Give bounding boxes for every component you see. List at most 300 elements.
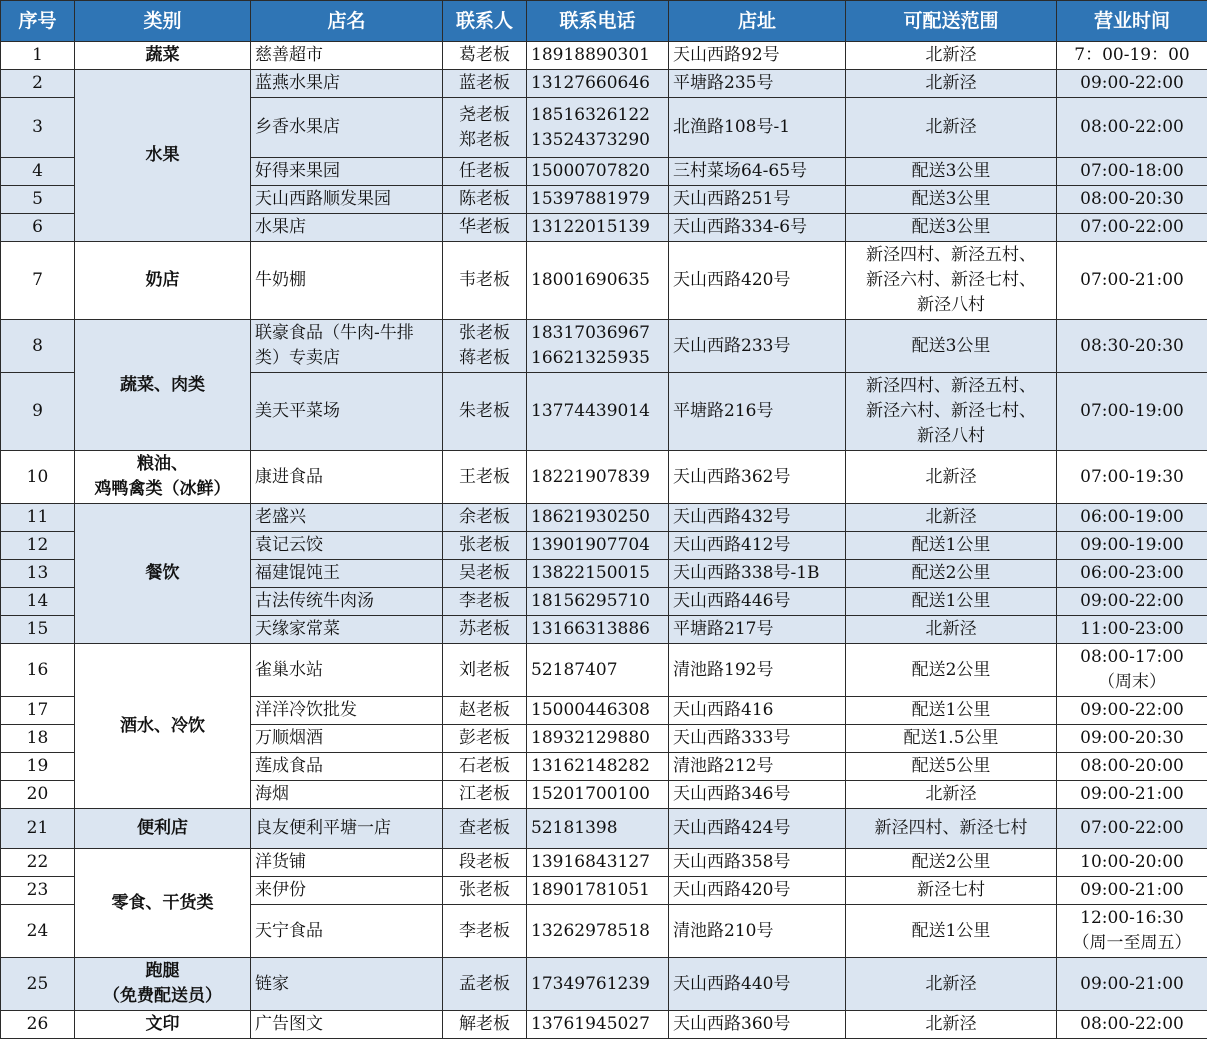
address-cell: 天山西路420号: [669, 242, 846, 320]
address-cell: 三村菜场64-65号: [669, 158, 846, 186]
contact-name: 任老板: [447, 159, 522, 184]
range-text: 配送5公里: [850, 754, 1052, 779]
range-text: 配送1公里: [850, 589, 1052, 614]
shop-name: 康进食品: [251, 451, 443, 504]
contact-cell: [443, 70, 527, 98]
hours-cell: [1057, 320, 1207, 373]
address-cell: 天山西路412号: [669, 532, 846, 560]
header-shop-name: 店名: [251, 1, 443, 42]
row-no: 11: [1, 504, 75, 532]
category-cell: 酒水、冷饮: [75, 644, 251, 809]
address-cell: 清池路192号: [669, 644, 846, 697]
address-cell: 天山西路446号: [669, 588, 846, 616]
hours-text: 09:00-22:00: [1061, 71, 1203, 96]
range-cell: [846, 70, 1057, 98]
row-no: 6: [1, 214, 75, 242]
phone-number: 13162148282: [531, 754, 664, 779]
phone-number: 13127660646: [531, 71, 664, 96]
range-text: 北新泾: [850, 505, 1052, 530]
range-text: 北新泾: [850, 782, 1052, 807]
contact-name: 查老板: [447, 816, 522, 841]
contact-name: 尧老板: [447, 103, 522, 128]
category-cell: 蔬菜、肉类: [75, 320, 251, 451]
phone-number: 13774439014: [531, 399, 664, 424]
contact-cell: [443, 697, 527, 725]
shop-name: 天山西路顺发果园: [251, 186, 443, 214]
address-cell: 天山西路362号: [669, 451, 846, 504]
hours-text: 06:00-23:00: [1061, 561, 1203, 586]
address-cell: 天山西路334-6号: [669, 214, 846, 242]
hours-text: 09:00-21:00: [1061, 782, 1203, 807]
phone-cell: [527, 849, 669, 877]
address-cell: 天山西路346号: [669, 781, 846, 809]
shop-name: 福建馄饨王: [251, 560, 443, 588]
range-cell: [846, 616, 1057, 644]
row-no: 1: [1, 42, 75, 70]
category-line: （免费配送员）: [79, 984, 246, 1009]
address-cell: 天山西路358号: [669, 849, 846, 877]
contact-cell: [443, 186, 527, 214]
phone-cell: [527, 214, 669, 242]
range-text: 配送1公里: [850, 919, 1052, 944]
row-no: 12: [1, 532, 75, 560]
shop-name: 水果店: [251, 214, 443, 242]
contact-cell: [443, 588, 527, 616]
header-category: 类别: [75, 1, 251, 42]
row-no: 16: [1, 644, 75, 697]
range-text: 北新泾: [850, 43, 1052, 68]
contact-cell: [443, 905, 527, 958]
range-text: 配送3公里: [850, 159, 1052, 184]
phone-number: 18932129880: [531, 726, 664, 751]
hours-cell: [1057, 560, 1207, 588]
contact-name: 郑老板: [447, 128, 522, 153]
hours-text: 12:00-16:30: [1061, 906, 1203, 931]
phone-number: 13822150015: [531, 561, 664, 586]
contact-name: 华老板: [447, 215, 522, 240]
range-cell: [846, 214, 1057, 242]
hours-cell: [1057, 849, 1207, 877]
range-text: 北新泾: [850, 115, 1052, 140]
category-cell: 零食、干货类: [75, 849, 251, 958]
contact-cell: [443, 532, 527, 560]
header-row: [1, 1, 1207, 42]
range-cell: [846, 697, 1057, 725]
contact-name: 李老板: [447, 919, 522, 944]
row-no: 25: [1, 958, 75, 1011]
hours-text: 07:00-22:00: [1061, 215, 1203, 240]
shop-name: 广告图文: [251, 1011, 443, 1039]
phone-number: 13761945027: [531, 1012, 664, 1037]
header-no: 序号: [1, 1, 75, 42]
row-no: 19: [1, 753, 75, 781]
shop-name: 洋洋冷饮批发: [251, 697, 443, 725]
hours-cell: [1057, 242, 1207, 320]
range-text: 新泾四村、新泾七村: [850, 816, 1052, 841]
hours-text: 09:00-22:00: [1061, 698, 1203, 723]
row-no: 2: [1, 70, 75, 98]
shop-name: 联豪食品（牛肉-牛排类）专卖店: [251, 320, 443, 373]
row-no: 7: [1, 242, 75, 320]
hours-cell: [1057, 588, 1207, 616]
phone-number: 13524373290: [531, 128, 664, 153]
header-address: 店址: [669, 1, 846, 42]
table-row: [1, 644, 1207, 697]
hours-cell: [1057, 905, 1207, 958]
contact-name: 刘老板: [447, 658, 522, 683]
hours-text: 08:30-20:30: [1061, 334, 1203, 359]
range-cell: [846, 504, 1057, 532]
header-hours: 营业时间: [1057, 1, 1207, 42]
range-text: 北新泾: [850, 972, 1052, 997]
category-cell: 水果: [75, 70, 251, 242]
range-text: 配送3公里: [850, 334, 1052, 359]
range-text: 新泾四村、新泾五村、: [850, 243, 1052, 268]
contact-name: 张老板: [447, 878, 522, 903]
hours-cell: [1057, 616, 1207, 644]
range-cell: [846, 1011, 1057, 1039]
table-row: [1, 320, 1207, 373]
contact-name: 段老板: [447, 850, 522, 875]
hours-cell: [1057, 186, 1207, 214]
hours-text: 09:00-19:00: [1061, 533, 1203, 558]
phone-number: 13262978518: [531, 919, 664, 944]
address-cell: 北渔路108号-1: [669, 98, 846, 158]
address-cell: 平塘路235号: [669, 70, 846, 98]
category-cell: 餐饮: [75, 504, 251, 644]
range-cell: [846, 186, 1057, 214]
range-text: 配送1.5公里: [850, 726, 1052, 751]
hours-text: 07:00-21:00: [1061, 268, 1203, 293]
table-row: [1, 70, 1207, 98]
phone-number: 18156295710: [531, 589, 664, 614]
phone-cell: [527, 725, 669, 753]
address-cell: 天山西路440号: [669, 958, 846, 1011]
table-row: [1, 451, 1207, 504]
category-cell: [75, 451, 251, 504]
phone-cell: [527, 781, 669, 809]
phone-number: 17349761239: [531, 972, 664, 997]
contact-cell: [443, 214, 527, 242]
contact-name: 张老板: [447, 321, 522, 346]
address-cell: 平塘路216号: [669, 373, 846, 451]
shop-name: 良友便利平塘一店: [251, 809, 443, 849]
phone-cell: [527, 588, 669, 616]
phone-cell: [527, 451, 669, 504]
hours-text: 09:00-21:00: [1061, 878, 1203, 903]
range-cell: [846, 242, 1057, 320]
contact-name: 孟老板: [447, 972, 522, 997]
shop-name: 牛奶棚: [251, 242, 443, 320]
phone-number: 13901907704: [531, 533, 664, 558]
row-no: 5: [1, 186, 75, 214]
header-phone: 联系电话: [527, 1, 669, 42]
range-cell: [846, 158, 1057, 186]
hours-text: 10:00-20:00: [1061, 850, 1203, 875]
range-cell: [846, 958, 1057, 1011]
contact-cell: [443, 616, 527, 644]
phone-number: 18901781051: [531, 878, 664, 903]
category-line: 跑腿: [79, 959, 246, 984]
hours-cell: [1057, 958, 1207, 1011]
phone-number: 13122015139: [531, 215, 664, 240]
range-text: 新泾八村: [850, 424, 1052, 449]
address-cell: 天山西路416: [669, 697, 846, 725]
phone-cell: [527, 697, 669, 725]
phone-cell: [527, 532, 669, 560]
hours-text: 07:00-18:00: [1061, 159, 1203, 184]
hours-cell: [1057, 644, 1207, 697]
phone-cell: [527, 905, 669, 958]
phone-cell: [527, 616, 669, 644]
contact-name: 解老板: [447, 1012, 522, 1037]
hours-cell: [1057, 781, 1207, 809]
contact-cell: [443, 849, 527, 877]
category-cell: 便利店: [75, 809, 251, 849]
phone-number: 52181398: [531, 816, 664, 841]
shop-name: 雀巢水站: [251, 644, 443, 697]
phone-cell: [527, 98, 669, 158]
range-cell: [846, 877, 1057, 905]
shop-name: 天宁食品: [251, 905, 443, 958]
shop-name: 来伊份: [251, 877, 443, 905]
shop-name: 慈善超市: [251, 42, 443, 70]
address-cell: 天山西路432号: [669, 504, 846, 532]
shop-name: 古法传统牛肉汤: [251, 588, 443, 616]
contact-cell: [443, 781, 527, 809]
table-row: [1, 849, 1207, 877]
contact-name: 赵老板: [447, 698, 522, 723]
phone-cell: [527, 753, 669, 781]
category-line: 粮油、: [79, 452, 246, 477]
phone-number: 15000707820: [531, 159, 664, 184]
hours-text: 08:00-20:00: [1061, 754, 1203, 779]
shop-name: 美天平菜场: [251, 373, 443, 451]
contact-cell: [443, 504, 527, 532]
hours-note: （周一至周五）: [1061, 931, 1203, 956]
shop-name: 天缘家常菜: [251, 616, 443, 644]
range-cell: [846, 451, 1057, 504]
phone-cell: [527, 1011, 669, 1039]
row-no: 15: [1, 616, 75, 644]
contact-cell: [443, 877, 527, 905]
phone-cell: [527, 42, 669, 70]
shop-name: 万顺烟酒: [251, 725, 443, 753]
address-cell: 天山西路424号: [669, 809, 846, 849]
contact-cell: [443, 1011, 527, 1039]
range-text: 配送3公里: [850, 215, 1052, 240]
hours-cell: [1057, 697, 1207, 725]
hours-text: 08:00-17:00: [1061, 645, 1203, 670]
range-cell: [846, 42, 1057, 70]
row-no: 26: [1, 1011, 75, 1039]
hours-text: 7：00-19：00: [1061, 43, 1203, 68]
address-cell: 天山西路333号: [669, 725, 846, 753]
contact-cell: [443, 158, 527, 186]
hours-text: 07:00-19:30: [1061, 465, 1203, 490]
contact-cell: [443, 242, 527, 320]
contact-name: 李老板: [447, 589, 522, 614]
phone-number: 52187407: [531, 658, 664, 683]
phone-cell: [527, 644, 669, 697]
phone-number: 18621930250: [531, 505, 664, 530]
phone-cell: [527, 877, 669, 905]
hours-text: 07:00-19:00: [1061, 399, 1203, 424]
phone-number: 16621325935: [531, 346, 664, 371]
row-no: 21: [1, 809, 75, 849]
phone-cell: [527, 373, 669, 451]
range-text: 新泾六村、新泾七村、: [850, 399, 1052, 424]
hours-cell: [1057, 158, 1207, 186]
address-cell: 天山西路233号: [669, 320, 846, 373]
range-cell: [846, 588, 1057, 616]
hours-cell: [1057, 451, 1207, 504]
contact-name: 韦老板: [447, 268, 522, 293]
range-text: 新泾四村、新泾五村、: [850, 374, 1052, 399]
phone-number: 18317036967: [531, 321, 664, 346]
row-no: 9: [1, 373, 75, 451]
contact-cell: [443, 98, 527, 158]
address-cell: 天山西路360号: [669, 1011, 846, 1039]
contact-cell: [443, 42, 527, 70]
table-row: [1, 1011, 1207, 1039]
row-no: 4: [1, 158, 75, 186]
address-cell: 天山西路92号: [669, 42, 846, 70]
header-contact: 联系人: [443, 1, 527, 42]
shop-name: 洋货铺: [251, 849, 443, 877]
category-cell: [75, 958, 251, 1011]
phone-number: 15000446308: [531, 698, 664, 723]
row-no: 24: [1, 905, 75, 958]
hours-text: 09:00-21:00: [1061, 972, 1203, 997]
phone-number: 18221907839: [531, 465, 664, 490]
hours-text: 09:00-22:00: [1061, 589, 1203, 614]
range-cell: [846, 809, 1057, 849]
contact-cell: [443, 725, 527, 753]
contact-cell: [443, 753, 527, 781]
hours-text: 08:00-22:00: [1061, 115, 1203, 140]
contact-name: 苏老板: [447, 617, 522, 642]
phone-cell: [527, 809, 669, 849]
range-text: 配送2公里: [850, 561, 1052, 586]
shop-name: 链家: [251, 958, 443, 1011]
row-no: 17: [1, 697, 75, 725]
range-text: 北新泾: [850, 71, 1052, 96]
hours-text: 11:00-23:00: [1061, 617, 1203, 642]
category-line: 鸡鸭禽类（冰鲜）: [79, 477, 246, 502]
hours-cell: [1057, 70, 1207, 98]
row-no: 14: [1, 588, 75, 616]
category-cell: 奶店: [75, 242, 251, 320]
phone-number: 13916843127: [531, 850, 664, 875]
row-no: 13: [1, 560, 75, 588]
range-cell: [846, 320, 1057, 373]
contact-name: 石老板: [447, 754, 522, 779]
contact-cell: [443, 644, 527, 697]
shop-name: 老盛兴: [251, 504, 443, 532]
category-cell: 蔬菜: [75, 42, 251, 70]
address-cell: 天山西路338号-1B: [669, 560, 846, 588]
table-row: [1, 42, 1207, 70]
contact-name: 吴老板: [447, 561, 522, 586]
shop-name: 袁记云饺: [251, 532, 443, 560]
hours-cell: [1057, 877, 1207, 905]
phone-number: 15397881979: [531, 187, 664, 212]
address-cell: 清池路210号: [669, 905, 846, 958]
phone-number: 15201700100: [531, 782, 664, 807]
range-text: 配送1公里: [850, 533, 1052, 558]
range-text: 配送2公里: [850, 658, 1052, 683]
row-no: 20: [1, 781, 75, 809]
row-no: 8: [1, 320, 75, 373]
contact-cell: [443, 958, 527, 1011]
range-cell: [846, 98, 1057, 158]
contact-name: 江老板: [447, 782, 522, 807]
contact-name: 蒋老板: [447, 346, 522, 371]
row-no: 10: [1, 451, 75, 504]
address-cell: 天山西路420号: [669, 877, 846, 905]
hours-cell: [1057, 42, 1207, 70]
range-text: 新泾八村: [850, 293, 1052, 318]
row-no: 22: [1, 849, 75, 877]
range-text: 配送1公里: [850, 698, 1052, 723]
contact-name: 王老板: [447, 465, 522, 490]
table-row: [1, 809, 1207, 849]
range-text: 北新泾: [850, 1012, 1052, 1037]
address-cell: 平塘路217号: [669, 616, 846, 644]
contact-cell: [443, 373, 527, 451]
contact-cell: [443, 560, 527, 588]
hours-text: 06:00-19:00: [1061, 505, 1203, 530]
phone-cell: [527, 186, 669, 214]
shop-name: 蓝燕水果店: [251, 70, 443, 98]
address-cell: 清池路212号: [669, 753, 846, 781]
range-cell: [846, 725, 1057, 753]
hours-cell: [1057, 809, 1207, 849]
contact-cell: [443, 320, 527, 373]
hours-cell: [1057, 504, 1207, 532]
hours-cell: [1057, 753, 1207, 781]
header-delivery-range: 可配送范围: [846, 1, 1057, 42]
phone-cell: [527, 242, 669, 320]
contact-name: 葛老板: [447, 43, 522, 68]
hours-cell: [1057, 1011, 1207, 1039]
phone-number: 18516326122: [531, 103, 664, 128]
hours-note: （周末）: [1061, 670, 1203, 695]
hours-cell: [1057, 725, 1207, 753]
range-cell: [846, 532, 1057, 560]
phone-number: 13166313886: [531, 617, 664, 642]
table-row: [1, 242, 1207, 320]
hours-cell: [1057, 98, 1207, 158]
row-no: 3: [1, 98, 75, 158]
contact-name: 余老板: [447, 505, 522, 530]
range-cell: [846, 781, 1057, 809]
hours-cell: [1057, 373, 1207, 451]
hours-text: 09:00-20:30: [1061, 726, 1203, 751]
phone-cell: [527, 560, 669, 588]
category-cell: 文印: [75, 1011, 251, 1039]
hours-text: 08:00-22:00: [1061, 1012, 1203, 1037]
table-row: [1, 504, 1207, 532]
phone-cell: [527, 70, 669, 98]
shop-name: 乡香水果店: [251, 98, 443, 158]
contact-cell: [443, 809, 527, 849]
row-no: 23: [1, 877, 75, 905]
phone-number: 18918890301: [531, 43, 664, 68]
range-cell: [846, 905, 1057, 958]
row-no: 18: [1, 725, 75, 753]
